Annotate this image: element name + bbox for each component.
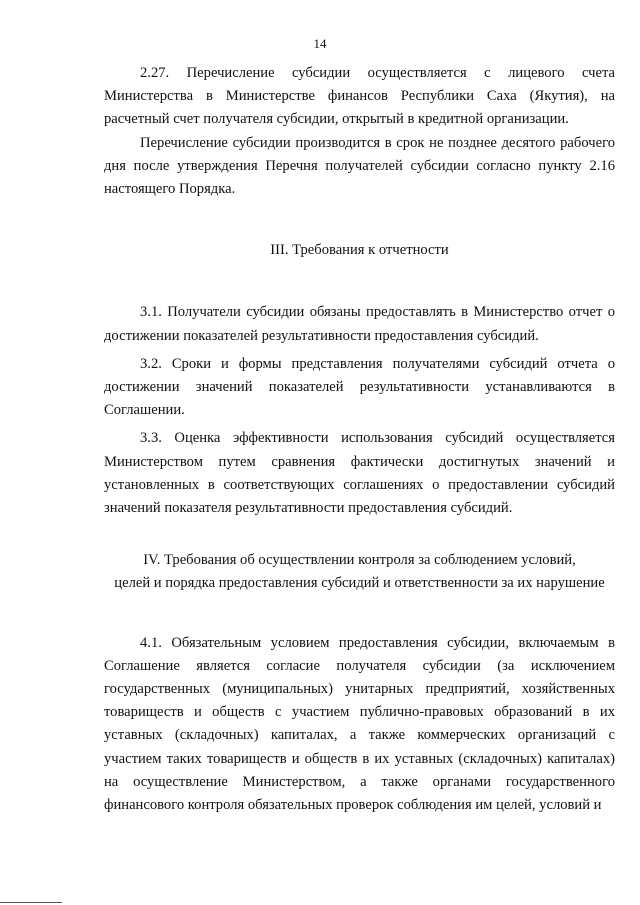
document-body [104, 62, 615, 817]
section-3-heading: III. Требования к отчетности [270, 242, 449, 259]
paragraph-4-1: 4.1. Обязательным условием предоставления субсидии, включаемым в Соглашение является согласие получателя субсидии (за исключением государственных (муниципальных) унитарных предприятий, хозяйственных товариществ и обществ с участием публично-правовых образований в их уставных (складочных) капиталах, а также коммерческих организаций с участием таких товариществ и обществ в их уставных (складочных) капиталах) на осуществление Министерством, а также органами государственного финансового контроля обязательных проверок соблюдения им целей, условий и [104, 634, 615, 814]
paragraph-3-1: 3.1. Получатели субсидии обязаны предоставлять в Министерство отчет о достижении показателей результативности предоставления субсидий. [104, 304, 615, 344]
section-4-heading-line2: целей и порядка предоставления субсидий и ответственности за их нарушение [114, 575, 605, 592]
paragraph-2-27: 2.27. Перечисление субсидии осуществляется с лицевого счета Министерства в Министерстве финансов Республики Саха (Якутия), на расчетный счет получателя субсидии, открытый в кредитной организации. [104, 65, 615, 128]
paragraph-transfer-deadline: Перечисление субсидии производится в срок не позднее десятого рабочего дня после утверждения Перечня получателей субсидии согласно пункту 2.16 настоящего Порядка. [104, 134, 615, 198]
footnote-divider [0, 902, 62, 903]
section-4-heading [104, 549, 615, 595]
section-4-heading-line1: IV. Требования об осуществлении контроля за соблюдением условий, [143, 552, 576, 569]
paragraph-3-3: 3.3. Оценка эффективности использования субсидий осуществляется Министерством путем сравнения фактически достигнутых значений и установленных в соответствующих соглашениях о предоставлении субсидий значений показателя результативности предоставления субсидий. [104, 430, 615, 517]
page-number: 14 [313, 36, 327, 51]
paragraph-3-2: 3.2. Сроки и формы представления получателями субсидий отчета о достижении значений показателей результативности устанавливаются в Соглашении. [104, 355, 615, 419]
